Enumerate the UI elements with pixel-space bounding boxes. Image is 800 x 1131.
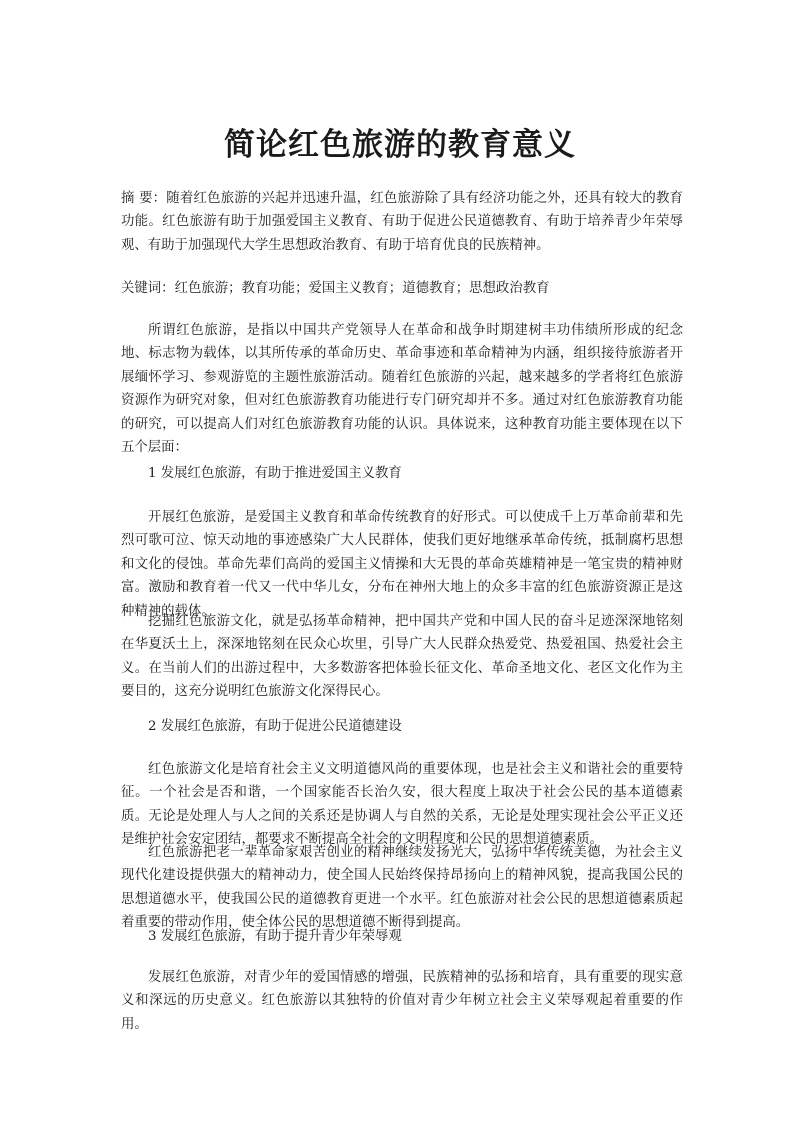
keywords-paragraph bbox=[121, 277, 683, 300]
section-1-paragraph-2: 挖掘红色旅游文化，就是弘扬革命精神，把中国共产党和中国人民的奋斗足迹深深地铭刻在华夏沃土上，深深地铭刻在民众心坎里，引导广大人民群众热爱党、热爱祖国、热爱社会主义。在当前人们的出游过程中，大多数游客把体验长征文化、革命圣地文化、老区文化作为主要目的，这充分说明红色旅游文化深得民心。 bbox=[121, 614, 683, 700]
section-3-heading: 3 发展红色旅游，有助于提升青少年荣辱观 bbox=[148, 929, 402, 944]
intro-paragraph: 所谓红色旅游，是指以中国共产党领导人在革命和战争时期建树丰功伟绩所形成的纪念地、标志物为载体，以其所传承的革命历史、革命事迹和革命精神为内涵，组织接待旅游者开展缅怀学习、参观游览的主题性旅游活动。随着红色旅游的兴起，越来越多的学者将红色旅游资源作为研究对象，但对红色旅游教育功能进行专门研究却并不多。通过对红色旅游教育功能的研究，可以提高人们对红色旅游教育功能的认识。具体说来，这种教育功能主要体现在以下五个层面： bbox=[121, 323, 683, 456]
abstract-text: 随着红色旅游的兴起并迅速升温，红色旅游除了具有经济功能之外，还具有较大的教育功能。红色旅游有助于加强爱国主义教育、有助于促进公民道德教育、有助于培养青少年荣辱观、有助于加强现代大学生思想政治教育、有助于培育优良的民族精神。 bbox=[121, 191, 683, 253]
keywords-label: 关键词： bbox=[121, 281, 175, 296]
section-3-paragraph-1: 发展红色旅游，对青少年的爱国情感的增强，民族精神的弘扬和培育，具有重要的现实意义和深远的历史意义。红色旅游以其独特的价值对青少年树立社会主义荣辱观起着重要的作用。 bbox=[121, 970, 683, 1032]
section-1-paragraph-1: 开展红色旅游，是爱国主义教育和革命传统教育的好形式。可以使成千上万革命前辈和先烈可歌可泣、惊天动地的事迹感染广大人民群体，使我们更好地继承革命传统，抵制腐朽思想和文化的侵蚀。革命先辈们高尚的爱国主义情操和大无畏的革命英雄精神是一笔宝贵的精神财富。激励和教育着一代又一代中华儿女，分布在神州大地上的众多丰富的红色旅游资源正是这种精神的载体。 bbox=[121, 510, 683, 619]
section-2-heading: 2 发展红色旅游，有助于促进公民道德建设 bbox=[148, 719, 402, 734]
section-1-heading: 1 发展红色旅游，有助于推进爱国主义教育 bbox=[148, 466, 402, 481]
abstract-paragraph bbox=[121, 187, 683, 257]
section-2-paragraph-2: 红色旅游把老一辈革命家艰苦创业的精神继续发扬光大，弘扬中华传统美德，为社会主义现代化建设提供强大的精神动力，使全国人民始终保持昂扬向上的精神风貌，提高我国公民的思想道德水平，使我国公民的道德教育更进一个水平。红色旅游对社会公民的思想道德素质起着重要的带动作用，使全体公民的思想道德不断得到提高。 bbox=[121, 845, 683, 931]
abstract-label: 摘 要： bbox=[121, 191, 167, 206]
keywords-text: 红色旅游；教育功能；爱国主义教育；道德教育；思想政治教育 bbox=[174, 281, 550, 296]
page-title: 简论红色旅游的教育意义 bbox=[224, 127, 576, 163]
section-2-paragraph-1: 红色旅游文化是培育社会主义文明道德风尚的重要体现，也是社会主义和谐社会的重要特征。一个社会是否和谐，一个国家能否长治久安，很大程度上取决于社会公民的基本道德素质。无论是处理人与人之间的关系还是协调人与自然的关系，无论是处理实现社会公平正义还是维护社会安定团结，都要求不断提高全社会的文明程度和公民的思想道德素质。 bbox=[121, 762, 683, 848]
